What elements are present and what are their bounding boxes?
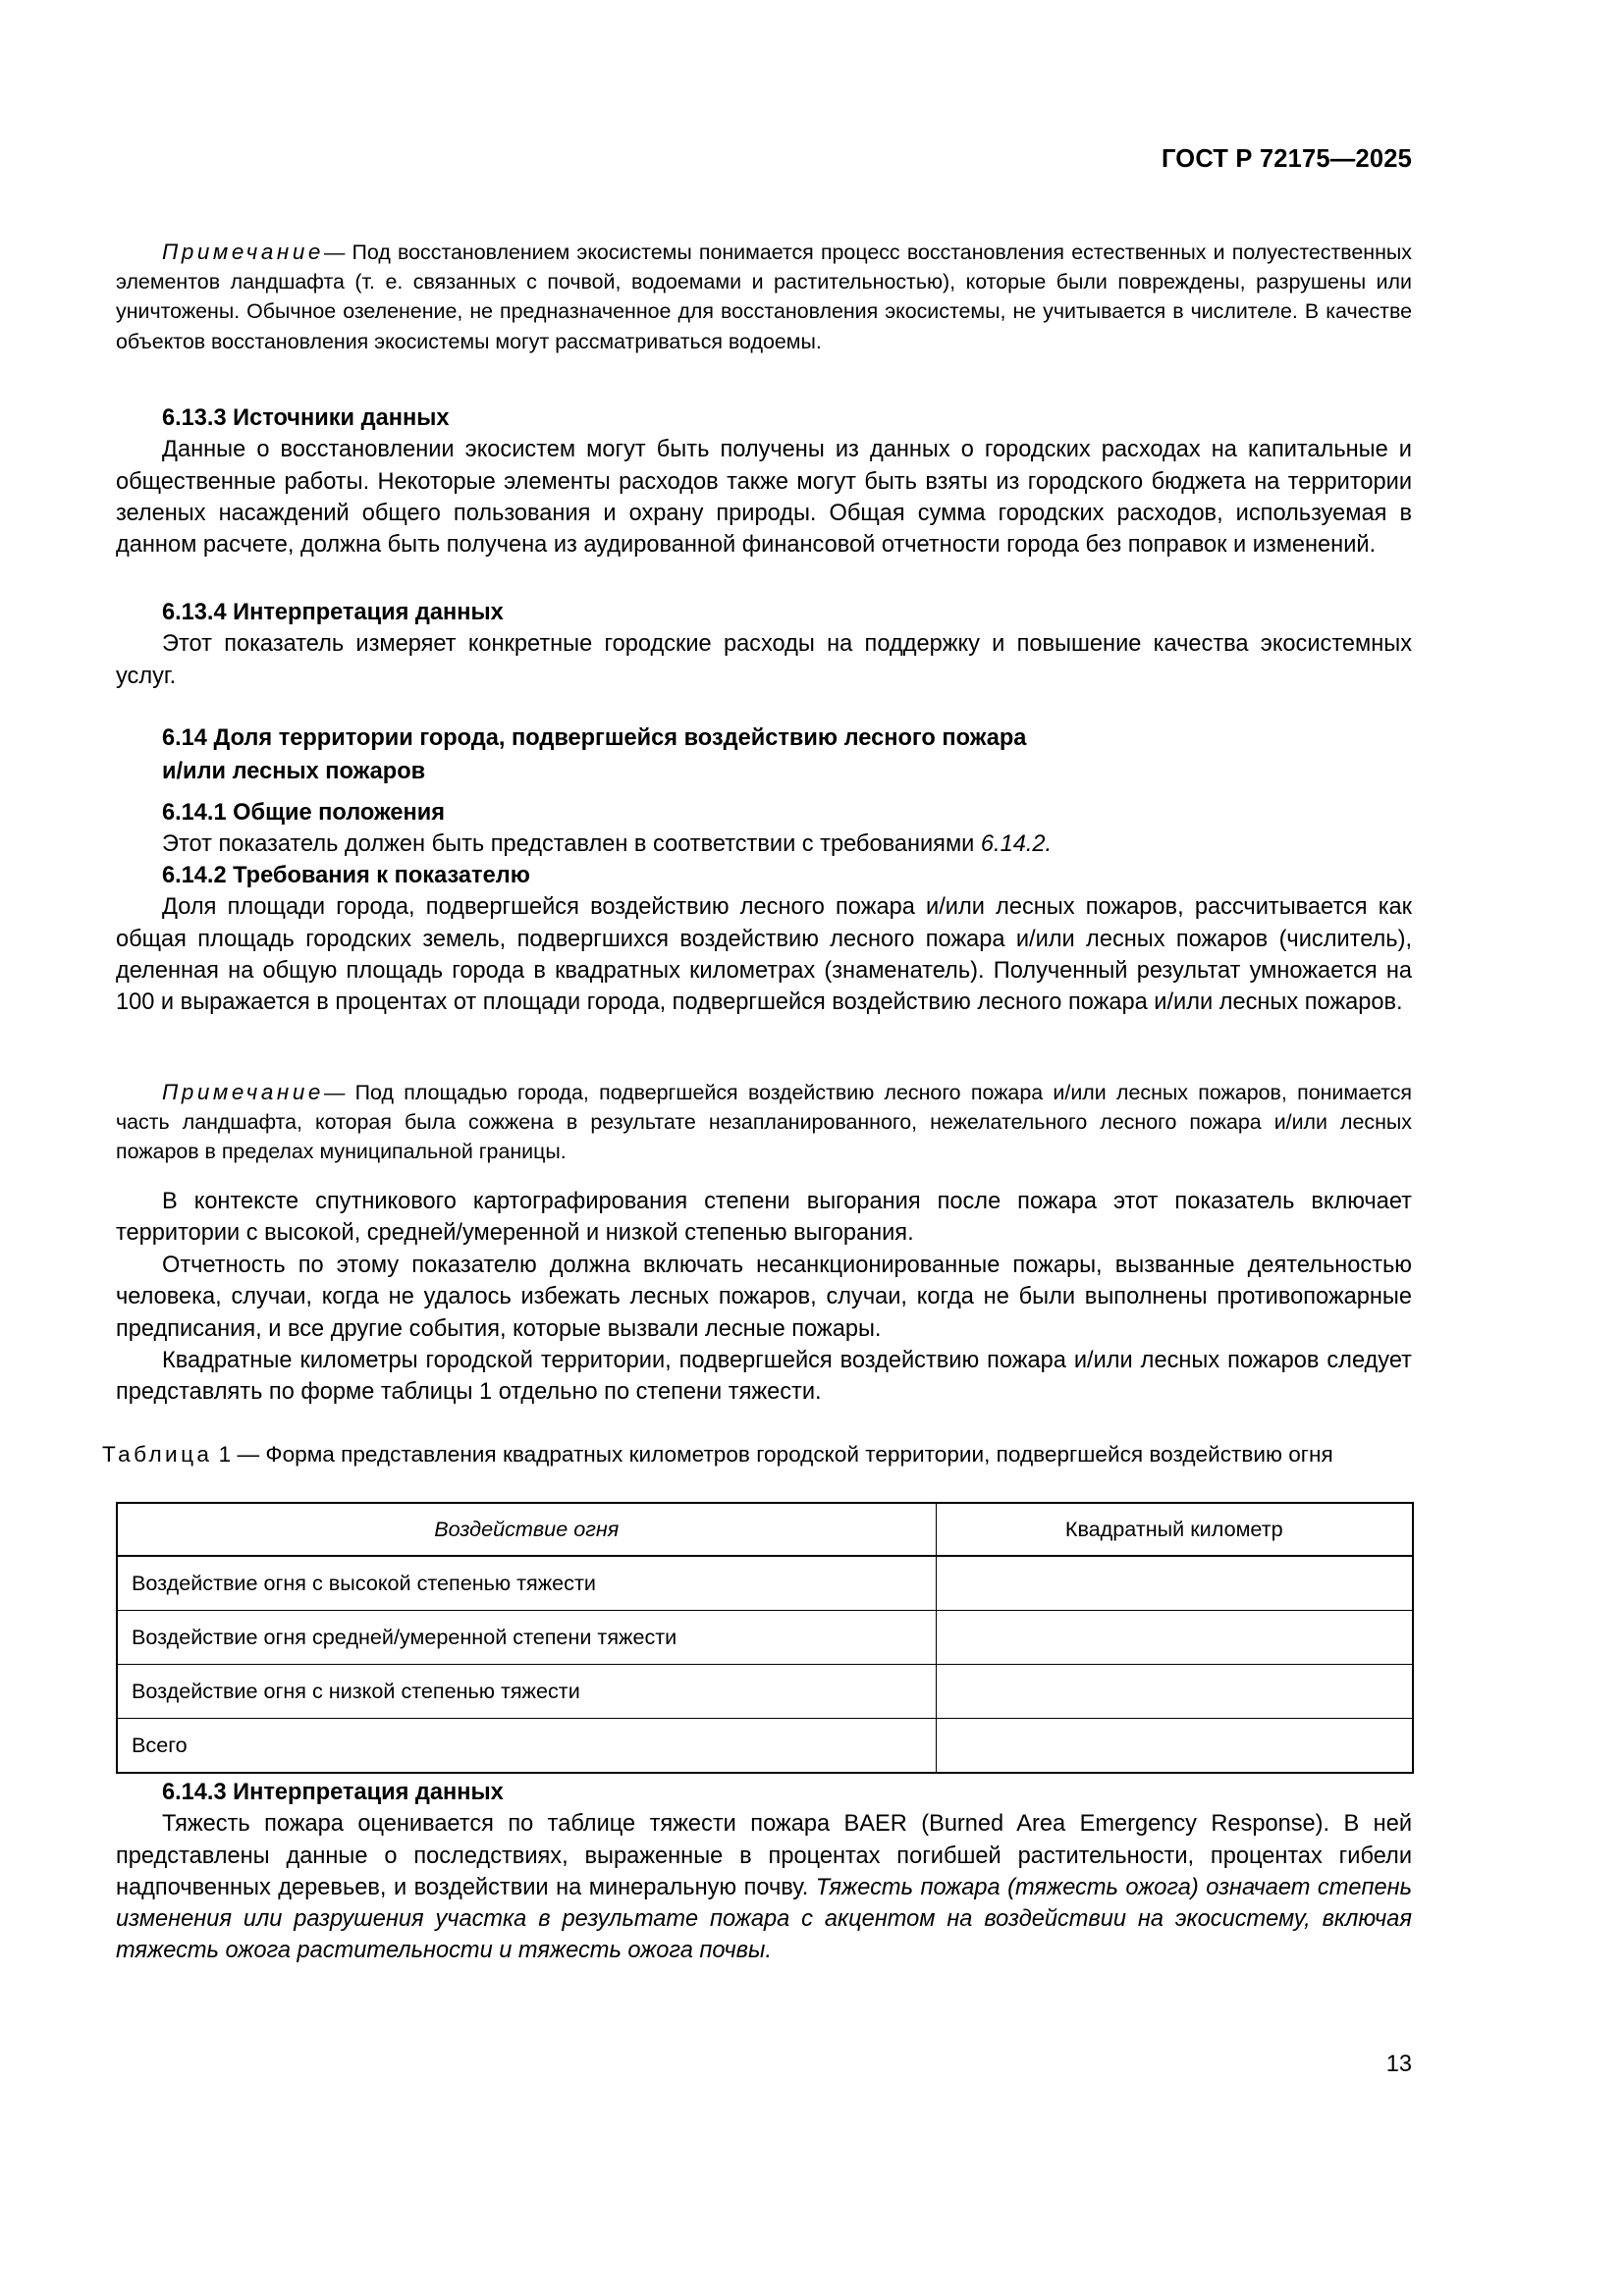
table-header-fire-impact: Воздействие огня [117,1503,936,1556]
paragraph-reporting [116,1250,1412,1345]
clause-6-13-3-heading: 6.13.3 Источники данных [162,405,450,431]
table-caption-word: Таблица [102,1442,213,1467]
section-6-14-heading-line-1: 6.14 Доля территории города, подвергшейся воздействию лесного пожара [162,725,1027,751]
clause-6-13-4-paragraph: Этот показатель измеряет конкретные городские расходы на поддержку и повышение качества экосистемных услуг. [116,631,1412,689]
clause-6-13-3-paragraph: Данные о восстановлении экосистем могут быть получены из данных о городских расходах на капитальные и общественные работы. Некоторые элементы расходов также могут быть взяты из городского бюджета на территории зеленых насаждений общего пользования и охрану природы. Общая сумма городских расходов, используемая в данном расчете, должна быть получена из аудированной финансовой отчетности города без поправок и изменений. [116,437,1412,559]
note-2-paragraph [116,1078,1412,1167]
note-2-label: Примечание [162,1080,324,1104]
clause-6-14-3-block [116,1777,1412,1967]
page-number [116,2054,1412,2077]
paragraph-satellite-mapping [116,1186,1412,1250]
table-1-head [117,1503,1413,1556]
page-header [116,147,1412,173]
clause-6-14-2-block [116,860,1412,1018]
note-2-dash: — [323,1081,346,1104]
table-1-body [117,1556,1413,1773]
paragraph-reporting-text: Отчетность по этому показателю должна включать несанкционированные пожары, вызванные деятельностью человека, случаи, когда не удалось избежать лесных пожаров, случаи, когда не были выполнены противопожарные предписания, и все другие события, которые вызвали лесные пожары. [116,1253,1412,1342]
standard-designation: ГОСТ Р 72175—2025 [1161,145,1412,173]
table-cell-label-total: Всего [117,1719,936,1774]
table-caption-number: 1 [218,1442,232,1467]
paragraph-satellite-text: В контексте спутникового картографирования степени выгорания после пожара этот показатель включает территории с высокой, средней/умеренной и низкой степенью выгорания. [116,1189,1412,1247]
table-header-row [117,1503,1413,1556]
table-cell-label-low: Воздействие огня с низкой степенью тяжести [117,1665,936,1719]
note-1-paragraph [116,238,1412,356]
table-row [117,1611,1413,1665]
note-block-2 [116,1078,1412,1167]
table-cell-label-high: Воздействие огня с высокой степенью тяжести [117,1556,936,1611]
clause-6-14-3-italic-definition: Тяжесть пожара (тяжесть ожога) означает степень изменения или разрушения участка в результате пожара с акцентом на воздействии на экосистему, включая тяжесть ожога растительности и тяжесть ожога почвы. [116,1874,1412,1964]
table-1-caption [102,1439,1414,1469]
table-cell-value-total[interactable] [936,1719,1413,1774]
clause-6-14-3-text: Тяжесть пожара оценивается по таблице тяжести пожара BAER (Burned Area Emergency Response). В ней представлены данные о последствиях, выраженные в процентах погибшей растительности, процентах гибели надпочвенных деревьев, и воздействии на минеральную почву. [116,1811,1412,1900]
note-block-1 [116,238,1412,356]
page-number-value: 13 [1385,2052,1412,2077]
clause-6-14-1-reference: 6.14.2. [980,831,1053,858]
section-6-14-heading-line-2: и/или лесных пожаров [162,759,426,784]
clause-6-14-1-block [116,797,1412,861]
table-row [117,1556,1413,1611]
section-6-14-block [116,721,1412,788]
clause-6-14-2-heading: 6.14.2 Требования к показателю [162,863,530,888]
table-cell-value-moderate[interactable] [936,1611,1413,1665]
note-1-label: Примечание [162,240,324,264]
clause-6-14-3-heading: 6.14.3 Интерпретация данных [162,1780,504,1805]
note-1-text: Под восстановлением экосистемы понимается процесс восстановления естественных и полуестественных элементов ландшафта (т. е. связанных с почвой, водоемами и растительностью), которые были повреждены, разрушены или уничтожены. Обычное озеленение, не предназначенное для восстановления экосистемы, не учитывается в числителе. В качестве объектов восстановления экосистемы могут рассматриваться водоемы. [116,240,1412,353]
clause-6-14-1-heading: 6.14.1 Общие положения [162,800,446,826]
table-cell-value-low[interactable] [936,1665,1413,1719]
paragraph-square-km-text: Квадратные километры городской территории, подвергшейся воздействию пожара и/или лесных пожаров следует представлять по форме таблицы 1 отдельно по степени тяжести. [116,1348,1412,1406]
clause-6-14-1-text: Этот показатель должен быть представлен в соответствии с требованиями [162,831,981,858]
clause-6-14-1-paragraph [116,828,1412,860]
table-header-square-kilometer: Квадратный километр [936,1503,1413,1556]
clause-6-13-4-block [116,597,1412,692]
table-1 [116,1502,1414,1774]
paragraph-square-km [116,1345,1412,1409]
clause-6-13-4-heading: 6.13.4 Интерпретация данных [162,600,504,625]
clause-6-13-3-block [116,402,1412,561]
table-cell-value-high[interactable] [936,1556,1413,1611]
table-cell-label-moderate: Воздействие огня средней/умеренной степени тяжести [117,1611,936,1665]
note-2-text: Под площадью города, подвергшейся воздействию лесного пожара и/или лесных пожаров, понимается часть ландшафта, которая была сожжена в результате незапланированного, нежелательного лесного пожара и/или лесных пожаров в пределах муниципальной границы. [116,1081,1412,1164]
table-row [117,1665,1413,1719]
clause-6-14-3-paragraph [116,1808,1412,1966]
table-caption-text: Форма представления квадратных километров городской территории, подвергшейся воздействию огня [265,1442,1333,1467]
table-row [117,1719,1413,1774]
clause-6-14-2-paragraph: Доля площади города, подвергшейся воздействию лесного пожара и/или лесных пожаров, рассчитывается как общая площадь городских земель, подвергшихся воздействию лесного пожара и/или лесных пожаров (числитель), деленная на общую площадь города в квадратных километрах (знаменатель). Полученный результат умножается на 100 и выражается в процентах от площади города, подвергшейся воздействию лесного пожара и/или лесных пожаров. [116,894,1412,1016]
table-caption-dash: — [237,1442,260,1467]
note-1-dash: — [323,240,346,264]
